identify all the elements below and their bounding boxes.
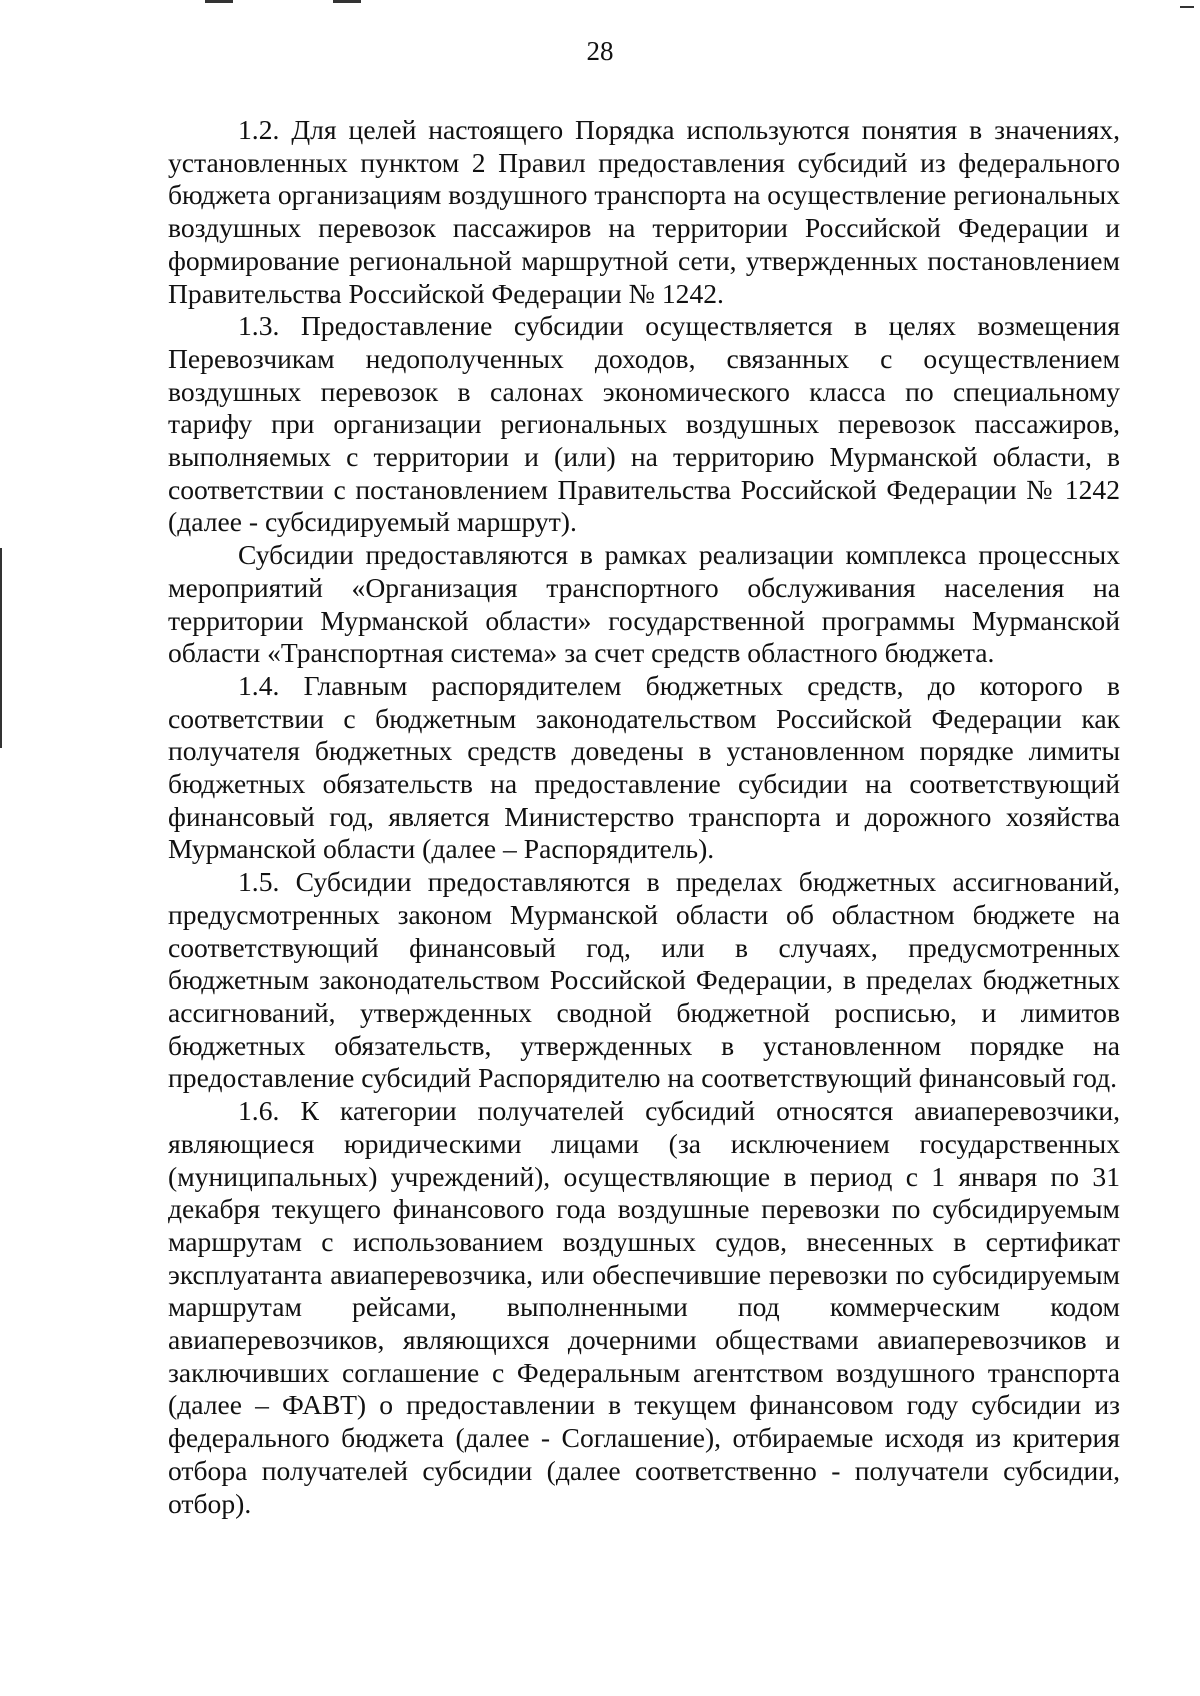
paragraph-1-3: 1.3. Предоставление субсидии осуществляется в целях возмещения Перевозчикам недополученных доходов, связанных с осуществлением воздушных перевозок в салонах экономического класса по специальному тарифу при организации региональных воздушных перевозок пассажиров, выполняемых с территории и (или) на территорию Мурманской области, в соответствии с постановлением Правительства Российской Федерации № 1242 (далее - субсидируемый маршрут). xyxy=(168,310,1120,538)
paragraph-1-5: 1.5. Субсидии предоставляются в пределах бюджетных ассигнований, предусмотренных законом Мурманской области об областном бюджете на соответствующий финансовый год, или в случаях, предусмотренных бюджетным законодательством Российской Федерации, в пределах бюджетных ассигнований, утвержденных сводной бюджетной росписью, и лимитов бюджетных обязательств, утвержденных в установленном порядке на предоставление субсидий Распорядителю на соответствующий финансовый год. xyxy=(168,866,1120,1094)
page-number: 28 xyxy=(586,36,614,66)
paragraph-1-2: 1.2. Для целей настоящего Порядка используются понятия в значениях, установленных пунктом 2 Правил предоставления субсидий из федерального бюджета организациям воздушного транспорта на осуществление региональных воздушных перевозок пассажиров на территории Российской Федерации и формирование региональной маршрутной сети, утвержденных постановлением Правительства Российской Федерации № 1242. xyxy=(168,114,1120,309)
paragraph-subsidies-program: Субсидии предоставляются в рамках реализации комплекса процессных мероприятий «Организация транспортного обслуживания населения на территории Мурманской области» государственной программы Мурманской области «Транспортная система» за счет средств областного бюджета. xyxy=(168,539,1120,669)
scan-artifact-top-right xyxy=(1180,6,1194,8)
scan-artifact-left-edge xyxy=(0,548,2,748)
paragraph-1-4: 1.4. Главным распорядителем бюджетных средств, до которого в соответствии с бюджетным законодательством Российской Федерации как получателя бюджетных средств доведены в установленном порядке лимиты бюджетных обязательств на предоставление субсидии на соответствующий финансовый год, является Министерство транспорта и дорожного хозяйства Мурманской области (далее – Распорядитель). xyxy=(168,669,1120,865)
document-body xyxy=(168,114,1120,1520)
scan-artifact-top-left xyxy=(205,0,233,3)
paragraph-1-6: 1.6. К категории получателей субсидий относятся авиаперевозчики, являющиеся юридическими лицами (за исключением государственных (муниципальных) учреждений), осуществляющие в период с 1 января по 31 декабря текущего финансового года воздушные перевозки по субсидируемым маршрутам с использованием воздушных судов, внесенных в сертификат эксплуатанта авиаперевозчика, или обеспечившие перевозки по субсидируемым маршрутам рейсами, выполненными под коммерческим кодом авиаперевозчиков, являющихся дочерними обществами авиаперевозчиков и заключивших соглашение с Федеральным агентством воздушного транспорта (далее – ФАВТ) о предоставлении в текущем финансовом году субсидии из федерального бюджета (далее - Соглашение), отбираемые исходя из критерия отбора получателей субсидии (далее соответственно - получатели субсидии, отбор). xyxy=(168,1095,1120,1519)
scan-artifact-top-middle xyxy=(333,0,361,3)
